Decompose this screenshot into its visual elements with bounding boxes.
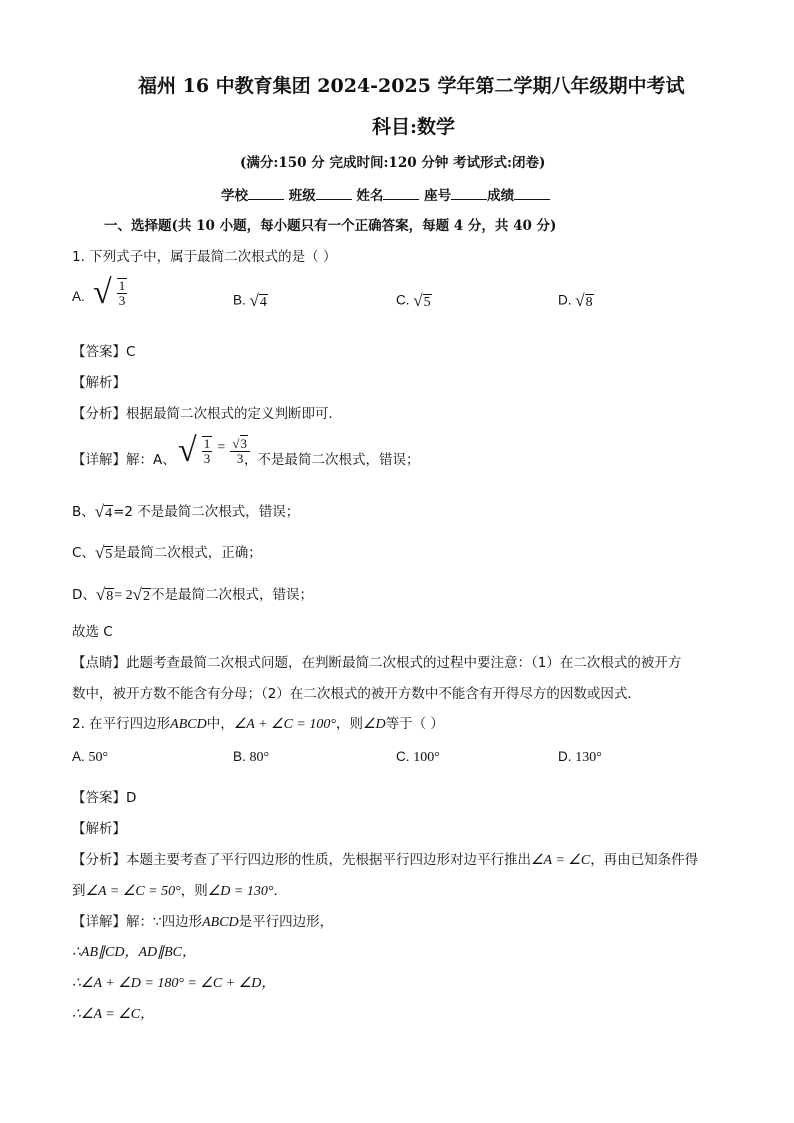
subject-title: 科目:数学 (372, 116, 456, 138)
q2-stem-d: ∠D (362, 717, 386, 732)
radical-icon: √ (575, 291, 585, 310)
q1-option-d-sqrt (575, 291, 593, 311)
q1-detail-c-tail: 是最简二次根式，正确； (113, 545, 262, 561)
q1-detail-d-mid: = 2 (114, 588, 133, 603)
radical-icon: √ (94, 502, 105, 521)
q2-stem (72, 712, 444, 733)
q2-fenxi-2b: ，则 (180, 883, 208, 899)
field-score-label: 成绩 (487, 188, 515, 204)
q1-option-a-label: A. (72, 289, 85, 304)
field-seat-label: 座号 (424, 188, 452, 204)
q1-answer: 【答案】C (72, 344, 136, 360)
q2-answer: 【答案】D (72, 790, 137, 806)
equals-sign: = (217, 440, 226, 455)
q1-detail-b-tail: =2 不是最简二次根式，错误； (113, 504, 300, 520)
fraction-denominator: 3 (236, 450, 244, 466)
radical-icon: √ (94, 543, 105, 562)
q2-option-b-label: B. (233, 749, 246, 764)
radicand: 5 (423, 295, 431, 310)
q1-dianjing-2: 数中，被开方数不能含有分母；（2）在二次根式的被开方数中不能含有开得尽方的因数或因式． (72, 686, 641, 702)
q2-detail-1b: ABCD (202, 915, 239, 930)
q2-detail-1a: 【详解】解：∵四边形 (72, 914, 203, 930)
sqrt-4 (95, 502, 113, 522)
q1-option-a (72, 289, 85, 304)
q1-analysis-head: 【解析】 (72, 375, 126, 391)
q1-option-a-sqrt-frac (93, 276, 127, 314)
sqrt-2 (133, 585, 151, 605)
q2-option-a (72, 749, 108, 766)
fraction (202, 436, 213, 466)
q1-conclusion: 故选 C (72, 624, 113, 640)
radicand: 3 (240, 435, 247, 451)
section-heading: 一、选择题(共 10 小题，每小题只有一个正确答案，每题 4 分，共 40 分) (104, 218, 557, 234)
q2-fenxi-1b: ，再由已知条件得 (590, 852, 699, 868)
q1-detail-d (72, 583, 313, 605)
q2-detail-line1 (72, 910, 333, 931)
q2-stem-mid: 中， (206, 716, 234, 732)
q1-detail-prefix: 【详解】解：A、 (72, 452, 176, 468)
q2-option-c (396, 749, 440, 766)
q1-option-d (558, 291, 594, 311)
fraction-numerator: 1 (203, 435, 211, 451)
radical-icon: √ (249, 291, 259, 310)
q2-option-b (233, 749, 269, 766)
q1-fenxi: 【分析】根据最简二次根式的定义判断即可． (72, 406, 342, 422)
radicand: 2 (143, 589, 150, 604)
radical-icon: √ (232, 435, 240, 451)
q1-detail-a-math (178, 434, 250, 472)
q2-stem-tail: 等于（ ） (385, 716, 444, 732)
fraction-denominator: 3 (203, 450, 211, 466)
q2-option-d-label: D. (558, 749, 572, 764)
sqrt-5 (95, 543, 113, 563)
q2-fenxi-2c: ． (273, 883, 287, 899)
q2-detail-line2: ∴AB∥CD，AD∥BC， (72, 945, 197, 960)
q1-option-b (233, 291, 268, 311)
q2-stem-prefix: 2. 在平行四边形 (72, 716, 171, 732)
q1-option-c (396, 291, 432, 311)
exam-title: 福州 16 中教育集团 2024-2025 学年第二学期八年级期中考试 (138, 75, 685, 97)
q2-fenxi-1a: 【分析】本题主要考查了平行四边形的性质，先根据平行四边形对边平行推出 (72, 852, 531, 868)
radical-icon: √ (93, 274, 112, 311)
q2-stem-mid2: ，则 (335, 716, 363, 732)
q1-detail-c (72, 541, 262, 563)
radicand: 8 (585, 295, 593, 310)
q2-detail-1c: 是平行四边形， (238, 914, 334, 930)
radical-icon: √ (178, 432, 197, 469)
q1-detail-b (72, 500, 299, 522)
fraction (117, 278, 128, 308)
q1-detail-d-prefix: D、 (72, 587, 96, 603)
field-name-blank[interactable] (383, 186, 419, 200)
radicand: 8 (106, 589, 114, 604)
q1-option-d-label: D. (558, 292, 572, 308)
q2-option-c-label: C. (396, 749, 410, 764)
radicand: 5 (105, 547, 113, 562)
field-school-label: 学校 (221, 188, 248, 204)
q2-fenxi-line1 (72, 848, 698, 869)
q2-fenxi-1eq: ∠A = ∠C (531, 853, 591, 868)
field-score-blank[interactable] (514, 186, 550, 200)
q2-option-b-value: 80° (249, 750, 270, 765)
radical-icon: √ (413, 291, 423, 310)
field-class-blank[interactable] (316, 186, 352, 200)
q2-detail-line4: ∴∠A = ∠C， (72, 1007, 155, 1022)
q1-detail-b-prefix: B、 (72, 504, 95, 520)
radicand: 4 (105, 506, 113, 521)
field-class-label: 班级 (288, 188, 316, 204)
student-fields (221, 184, 550, 204)
q2-analysis-head: 【解析】 (72, 821, 126, 837)
q1-option-b-sqrt (250, 291, 268, 311)
fraction-numerator: 1 (118, 277, 126, 293)
q1-dianjing-1: 【点睛】此题考查最简二次根式问题，在判断最简二次根式的过程中要注意：（1）在二次根式的被开方 (72, 655, 682, 671)
q2-fenxi-2a: 到 (72, 883, 86, 899)
radicand: 4 (259, 295, 267, 310)
q1-detail-a-tail: ，不是最简二次根式，错误； (244, 452, 420, 468)
exam-info: (满分:150 分 完成时间:120 分钟 考试形式:闭卷) (240, 155, 546, 171)
radical-icon: √ (132, 585, 142, 604)
q2-stem-abcd: ABCD (170, 717, 207, 732)
q2-fenxi-2eq: ∠A = ∠C = 50° (85, 884, 181, 899)
radical-icon: √ (95, 585, 106, 604)
q2-option-c-value: 100° (413, 750, 440, 765)
field-name-label: 姓名 (356, 188, 384, 204)
q1-option-b-label: B. (233, 292, 246, 308)
q2-fenxi-2eq2: ∠D = 130° (207, 884, 274, 899)
field-school-blank[interactable] (248, 186, 284, 200)
q2-option-d (558, 749, 602, 766)
q2-stem-eq: ∠A + ∠C = 100° (233, 717, 336, 732)
field-seat-blank[interactable] (451, 186, 487, 200)
q1-option-c-label: C. (396, 292, 410, 308)
fraction-denominator: 3 (118, 292, 126, 308)
q2-option-a-label: A. (72, 749, 85, 764)
q1-option-c-sqrt (413, 291, 431, 311)
q1-detail-c-prefix: C、 (72, 545, 95, 561)
q1-detail-d-tail: 不是最简二次根式，错误； (151, 587, 313, 603)
sqrt-8 (96, 585, 114, 605)
q2-fenxi-line2 (72, 879, 287, 900)
q2-detail-line3: ∴∠A + ∠D = 180° = ∠C + ∠D， (72, 976, 276, 991)
q2-option-d-value: 130° (575, 750, 602, 765)
q2-option-a-value: 50° (88, 750, 109, 765)
q1-stem: 1. 下列式子中，属于最简二次根式的是（ ） (72, 249, 337, 265)
